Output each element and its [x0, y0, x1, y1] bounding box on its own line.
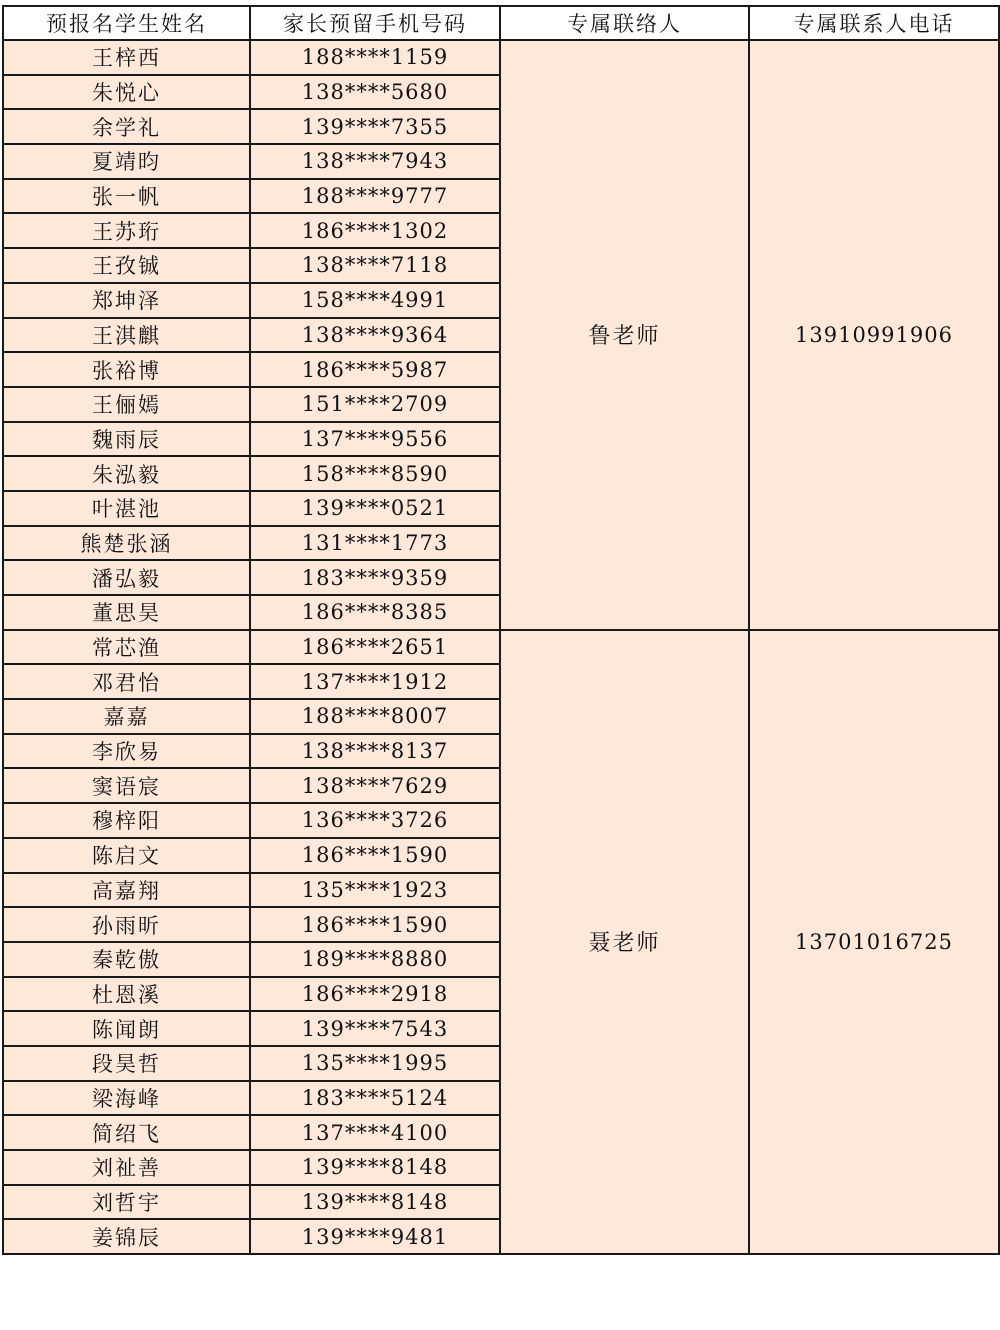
parent-phone-cell: 139****7355: [250, 109, 500, 144]
parent-phone-cell: 139****0521: [250, 491, 500, 526]
student-name-cell: 梁海峰: [3, 1081, 250, 1116]
parent-phone-cell: 135****1923: [250, 873, 500, 908]
student-name-cell: 董思昊: [3, 595, 250, 630]
contact-name-cell: 鲁老师: [500, 40, 749, 630]
table-body: [3, 40, 999, 1254]
student-name-cell: 秦乾傲: [3, 942, 250, 977]
parent-phone-cell: 183****9359: [250, 560, 500, 595]
student-name-cell: 陈闻朗: [3, 1011, 250, 1046]
student-name-cell: 刘祉善: [3, 1150, 250, 1185]
parent-phone-cell: 151****2709: [250, 387, 500, 422]
parent-phone-cell: 186****1590: [250, 907, 500, 942]
student-name-cell: 段昊哲: [3, 1046, 250, 1081]
parent-phone-cell: 158****8590: [250, 456, 500, 491]
student-name-cell: 魏雨辰: [3, 422, 250, 457]
contact-name-cell: 聂老师: [500, 630, 749, 1254]
parent-phone-cell: 186****1302: [250, 213, 500, 248]
student-name-cell: 张一帆: [3, 179, 250, 214]
student-name-cell: 熊楚张涵: [3, 526, 250, 561]
student-name-cell: 陈启文: [3, 838, 250, 873]
student-name-cell: 王孜铖: [3, 248, 250, 283]
parent-phone-cell: 158****4991: [250, 283, 500, 318]
header-contact: 专属联络人: [500, 6, 749, 40]
parent-phone-cell: 138****5680: [250, 75, 500, 110]
student-name-cell: 窦语宸: [3, 768, 250, 803]
student-name-cell: 王梓西: [3, 40, 250, 75]
table-row: [3, 40, 999, 75]
parent-phone-cell: 186****8385: [250, 595, 500, 630]
student-name-cell: 穆梓阳: [3, 803, 250, 838]
student-name-cell: 李欣易: [3, 734, 250, 769]
contact-phone-cell: 13910991906: [749, 40, 999, 630]
student-name-cell: 简绍飞: [3, 1115, 250, 1150]
parent-phone-cell: 139****9481: [250, 1219, 500, 1254]
parent-phone-cell: 138****7629: [250, 768, 500, 803]
student-name-cell: 杜恩溪: [3, 977, 250, 1012]
parent-phone-cell: 186****1590: [250, 838, 500, 873]
parent-phone-cell: 131****1773: [250, 526, 500, 561]
header-row: [3, 6, 999, 40]
student-name-cell: 高嘉翔: [3, 873, 250, 908]
parent-phone-cell: 137****4100: [250, 1115, 500, 1150]
student-contact-table: [2, 5, 1000, 1255]
contact-phone-cell: 13701016725: [749, 630, 999, 1254]
parent-phone-cell: 183****5124: [250, 1081, 500, 1116]
student-name-cell: 郑坤泽: [3, 283, 250, 318]
header-contact-phone: 专属联系人电话: [749, 6, 999, 40]
student-name-cell: 朱泓毅: [3, 456, 250, 491]
parent-phone-cell: 137****1912: [250, 664, 500, 699]
parent-phone-cell: 186****2918: [250, 977, 500, 1012]
student-name-cell: 张裕博: [3, 352, 250, 387]
parent-phone-cell: 188****8007: [250, 699, 500, 734]
parent-phone-cell: 139****7543: [250, 1011, 500, 1046]
parent-phone-cell: 189****8880: [250, 942, 500, 977]
student-name-cell: 王淇麒: [3, 318, 250, 353]
parent-phone-cell: 137****9556: [250, 422, 500, 457]
student-name-cell: 夏靖昀: [3, 144, 250, 179]
student-name-cell: 姜锦辰: [3, 1219, 250, 1254]
parent-phone-cell: 138****9364: [250, 318, 500, 353]
student-name-cell: 王苏珩: [3, 213, 250, 248]
student-name-cell: 叶湛池: [3, 491, 250, 526]
parent-phone-cell: 135****1995: [250, 1046, 500, 1081]
student-name-cell: 嘉嘉: [3, 699, 250, 734]
parent-phone-cell: 186****2651: [250, 630, 500, 665]
parent-phone-cell: 139****8148: [250, 1185, 500, 1220]
table-row: [3, 630, 999, 665]
parent-phone-cell: 136****3726: [250, 803, 500, 838]
parent-phone-cell: 139****8148: [250, 1150, 500, 1185]
student-name-cell: 刘哲宇: [3, 1185, 250, 1220]
parent-phone-cell: 138****7943: [250, 144, 500, 179]
student-name-cell: 余学礼: [3, 109, 250, 144]
student-name-cell: 朱悦心: [3, 75, 250, 110]
parent-phone-cell: 186****5987: [250, 352, 500, 387]
student-name-cell: 潘弘毅: [3, 560, 250, 595]
student-name-cell: 邓君怡: [3, 664, 250, 699]
table-header: [3, 6, 999, 40]
student-name-cell: 王俪嫣: [3, 387, 250, 422]
student-name-cell: 孙雨昕: [3, 907, 250, 942]
header-parent-phone: 家长预留手机号码: [250, 6, 500, 40]
parent-phone-cell: 188****1159: [250, 40, 500, 75]
parent-phone-cell: 138****8137: [250, 734, 500, 769]
parent-phone-cell: 138****7118: [250, 248, 500, 283]
parent-phone-cell: 188****9777: [250, 179, 500, 214]
header-student-name: 预报名学生姓名: [3, 6, 250, 40]
student-name-cell: 常芯渔: [3, 630, 250, 665]
